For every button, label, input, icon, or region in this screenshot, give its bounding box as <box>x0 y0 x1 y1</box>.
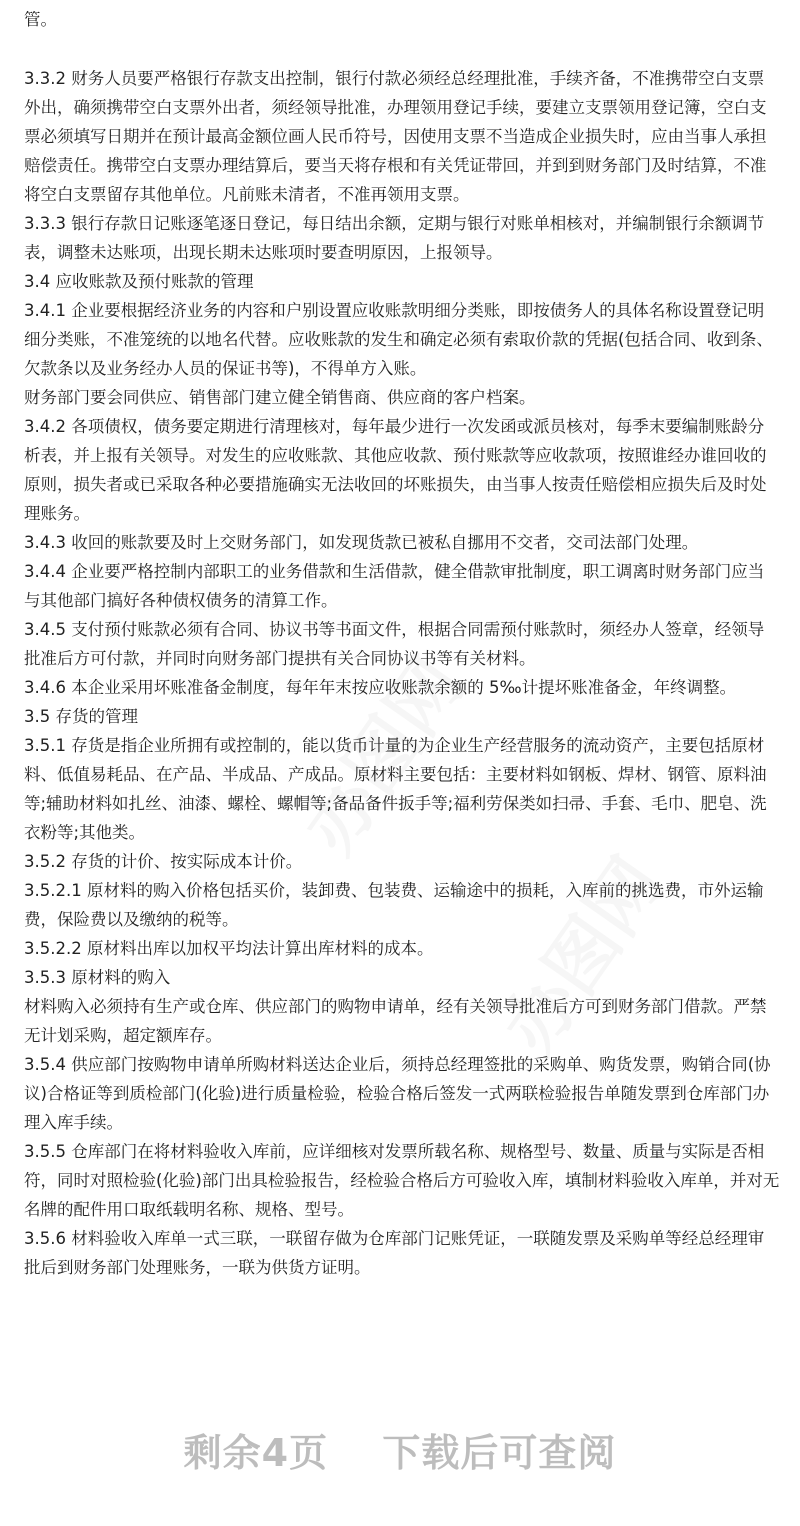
document-body <box>24 0 780 1282</box>
paragraph: 3.5.2 存货的计价、按实际成本计价。 <box>24 852 303 871</box>
paragraph: 3.5.2.2 原材料出库以加权平均法计算出库材料的成本。 <box>24 939 434 958</box>
paragraph: 材料购入必须持有生产或仓库、供应部门的购物申请单，经有关领导批准后方可到财务部门借款。严禁无计划采购，超定额库存。 <box>24 997 767 1045</box>
spacer <box>24 34 780 64</box>
paragraph: 3.4.1 企业要根据经济业务的内容和户别设置应收账款明细分类账，即按债务人的具体名称设置登记明细分类账，不准笼统的以地名代替。应收账款的发生和确定必须有索取价款的凭据(包括合同、收到条、欠款条以及业务经办人员的保证书等)，不得单方入账。 <box>24 301 773 378</box>
paragraph: 3.4.2 各项债权，债务要定期进行清理核对，每年最少进行一次发函或派员核对，每季末要编制账龄分析表，并上报有关领导。对发生的应收账款、其他应收款、预付账款等应收款项，按照谁经办谁回收的原则，损失者或已采取各种必要措施确实无法收回的坏账损失，由当事人按责任赔偿相应损失后及时处理账务。 <box>24 417 767 523</box>
paragraph: 3.5.5 仓库部门在将材料验收入库前，应详细核对发票所载名称、规格型号、数量、质量与实际是否相符，同时对照检验(化验)部门出具检验报告，经检验合格后方可验收入库，填制材料验收入库单，并对无名牌的配件用口取纸载明名称、规格、型号。 <box>24 1142 780 1219</box>
download-banner[interactable] <box>0 1422 800 1477</box>
paragraph: 3.5 存货的管理 <box>24 707 138 726</box>
paragraph-list <box>24 64 780 1282</box>
paragraph: 3.4.4 企业要严格控制内部职工的业务借款和生活借款，健全借款审批制度，职工调离时财务部门应当与其他部门搞好各种债权债务的清算工作。 <box>24 562 765 610</box>
paragraph: 财务部门要会同供应、销售部门建立健全销售商、供应商的客户档案。 <box>24 388 536 407</box>
paragraph: 3.4.6 本企业采用坏账准备金制度，每年年末按应收账款余额的 5‰计提坏账准备金，年终调整。 <box>24 678 737 697</box>
paragraph: 3.3.3 银行存款日记账逐笔逐日登记，每日结出余额，定期与银行对账单相核对，并编制银行余额调节表，调整未达账项，出现长期未达账项时要查明原因，上报领导。 <box>24 214 765 262</box>
paragraph: 3.4 应收账款及预付账款的管理 <box>24 272 254 291</box>
paragraph: 3.5.6 材料验收入库单一式三联，一联留存做为仓库部门记账凭证，一联随发票及采购单等经总经理审批后到财务部门处理账务，一联为供货方证明。 <box>24 1229 765 1277</box>
paragraph: 3.4.5 支付预付账款必须有合同、协议书等书面文件，根据合同需预付账款时，须经办人签章，经领导批准后方可付款，并同时向财务部门提拱有关合同协议书等有关材料。 <box>24 620 765 668</box>
paragraph: 3.5.3 原材料的购入 <box>24 968 171 987</box>
remaining-pages-label: 剩余4页 <box>183 1431 329 1475</box>
paragraph: 3.5.4 供应部门按购物申请单所购材料送达企业后，须持总经理签批的采购单、购货发票，购销合同(协议)合格证等到质检部门(化验)进行质量检验，检验合格后签发一式两联检验报告单随发票到仓库部门办理入库手续。 <box>24 1055 771 1132</box>
paragraph: 3.4.3 收回的账款要及时上交财务部门，如发现货款已被私自挪用不交者，交司法部门处理。 <box>24 533 699 552</box>
paragraph: 3.5.1 存货是指企业所拥有或控制的，能以货币计量的为企业生产经营服务的流动资产，主要包括原材料、低值易耗品、在产品、半成品、产成品。原材料主要包括：主要材料如钢板、焊材、钢管、原料油等;辅助材料如扎丝、油漆、螺栓、螺帽等;备品备件扳手等;福利劳保类如扫帚、手套、毛巾、肥皂、洗衣粉等;其他类。 <box>24 736 767 842</box>
download-to-view-label: 下载后可查阅 <box>382 1431 617 1475</box>
paragraph: 管。 <box>24 10 57 29</box>
paragraph: 3.5.2.1 原材料的购入价格包括买价，装卸费、包装费、运输途中的损耗，入库前的挑选费，市外运输费，保险费以及缴纳的税等。 <box>24 881 764 929</box>
paragraph: 3.3.2 财务人员要严格银行存款支出控制，银行付款必须经总经理批准，手续齐备，不准携带空白支票外出，确须携带空白支票外出者，须经领导批准，办理领用登记手续，要建立支票领用登记簿，空白支票必须填写日期并在预计最高金额位画人民币符号，因使用支票不当造成企业损失时，应由当事人承担赔偿责任。携带空白支票办理结算后，要当天将存根和有关凭证带回，并到到财务部门及时结算，不准将空白支票留存其他单位。凡前账未清者，不准再领用支票。 <box>24 69 767 204</box>
